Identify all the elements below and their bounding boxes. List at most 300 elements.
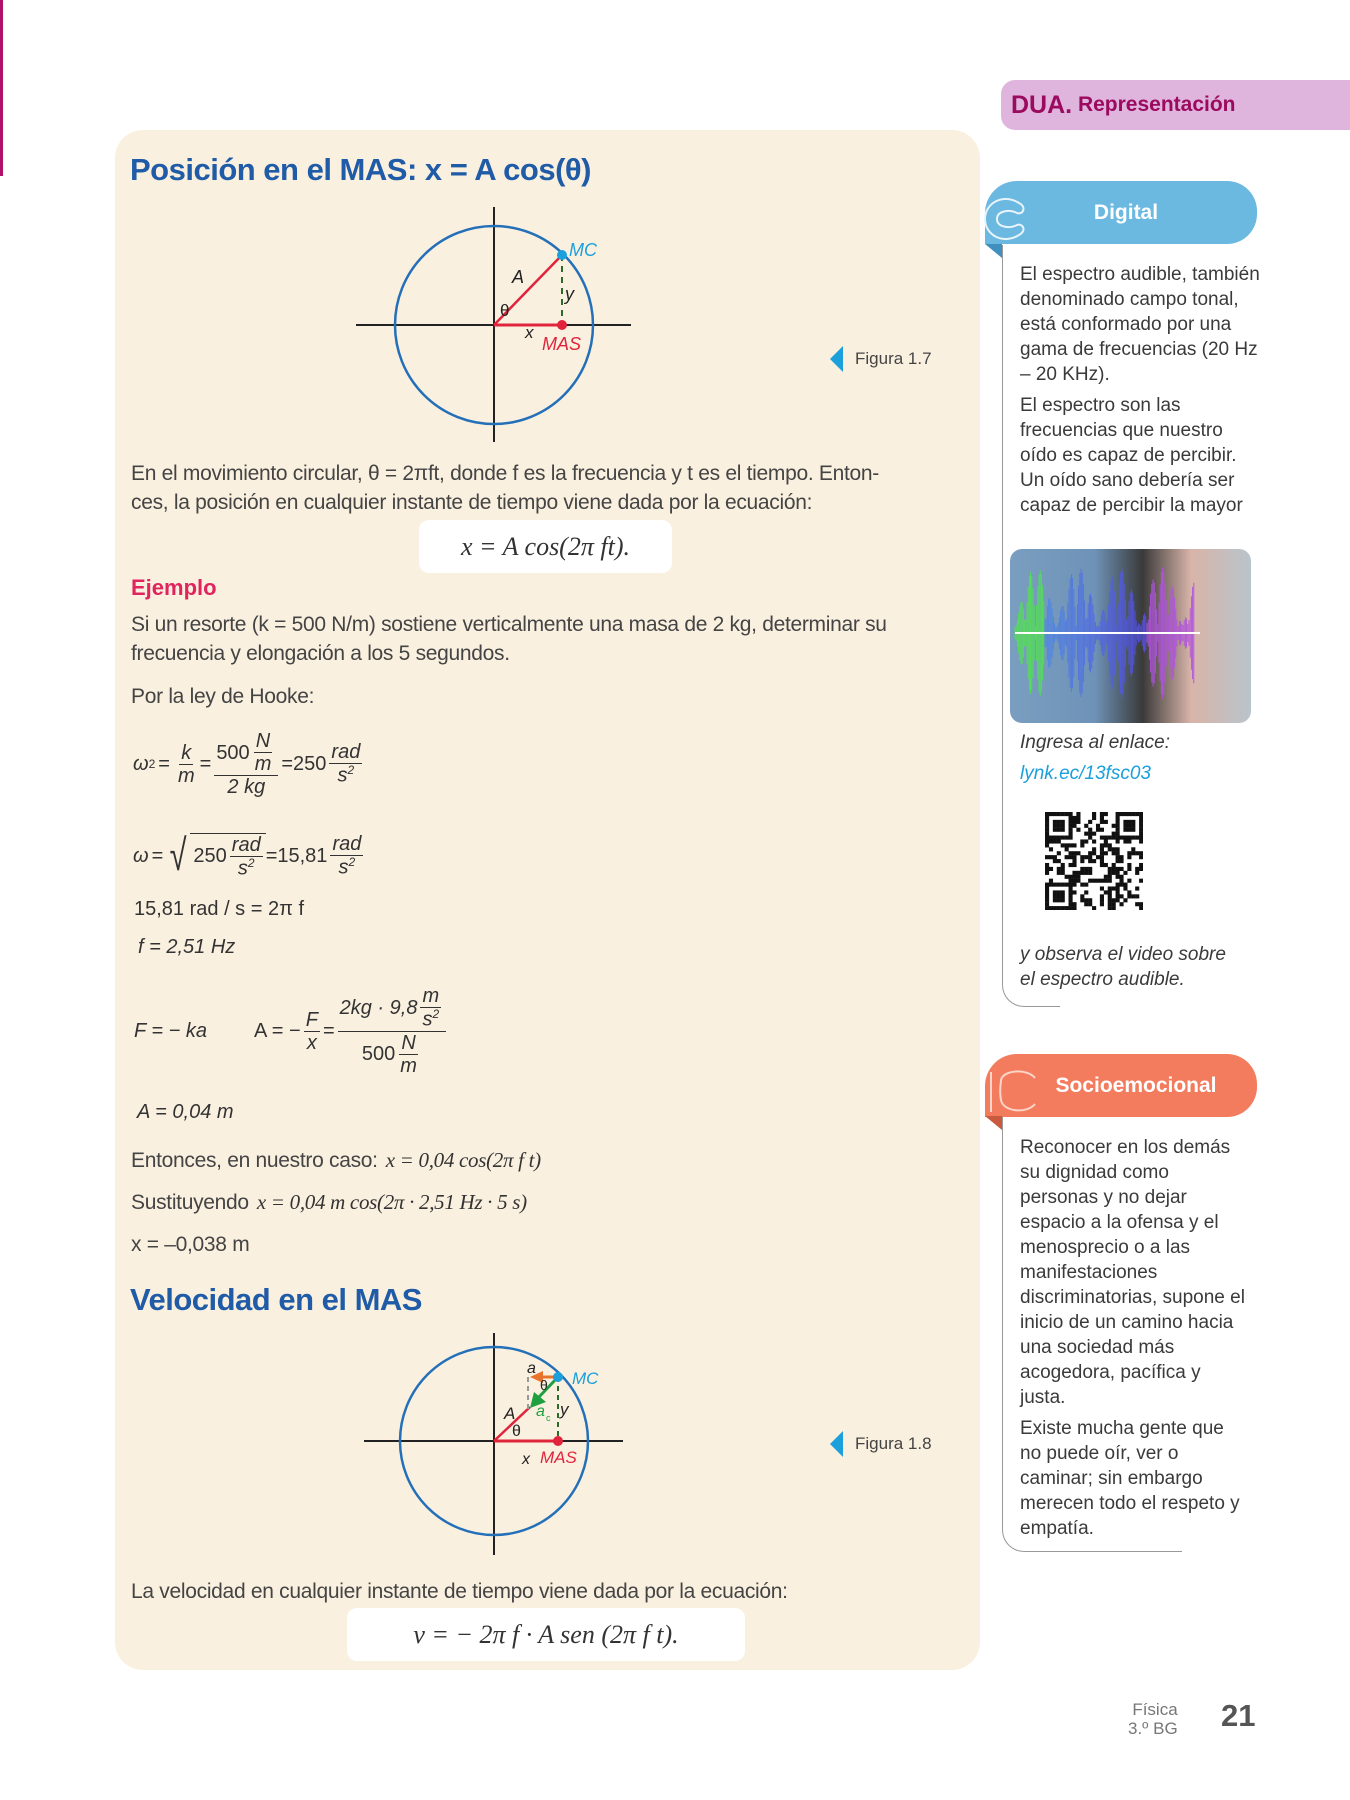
qr-module bbox=[1139, 855, 1143, 859]
qr-module bbox=[1084, 883, 1088, 887]
sqrt-icon: √ bbox=[169, 831, 187, 880]
line: frecuencia y elongación a los 5 segundos. bbox=[131, 642, 510, 665]
qr-module bbox=[1139, 867, 1143, 871]
qr-module bbox=[1065, 906, 1069, 910]
qr-module bbox=[1116, 851, 1120, 855]
math-token: N bbox=[401, 1031, 416, 1054]
qr-module bbox=[1112, 832, 1116, 836]
equation: x = 0,04 m cos(2π · 2,51 Hz · 5 s) bbox=[256, 1190, 527, 1214]
qr-module bbox=[1053, 898, 1057, 902]
qr-module bbox=[1131, 820, 1135, 824]
qr-module bbox=[1072, 851, 1076, 855]
math-token: s bbox=[237, 857, 248, 880]
qr-module bbox=[1116, 890, 1120, 894]
equation-amplitude bbox=[134, 975, 449, 1087]
qr-module bbox=[1127, 820, 1131, 824]
math-token: N bbox=[255, 730, 271, 752]
math-token: 2 bbox=[148, 757, 156, 771]
qr-module bbox=[1065, 847, 1069, 851]
qr-module bbox=[1069, 812, 1073, 816]
qr-module bbox=[1119, 855, 1123, 859]
qr-module bbox=[1112, 851, 1116, 855]
qr-module bbox=[1076, 871, 1080, 875]
qr-module bbox=[1045, 816, 1049, 820]
qr-module bbox=[1123, 839, 1127, 843]
section-title-position: Posición en el MAS: x = A cos(θ) bbox=[130, 152, 591, 187]
qr-module bbox=[1135, 812, 1139, 816]
qr-module bbox=[1092, 859, 1096, 863]
qr-module bbox=[1104, 836, 1108, 840]
qr-module bbox=[1072, 816, 1076, 820]
math-token: = bbox=[151, 844, 164, 867]
qr-module bbox=[1139, 824, 1143, 828]
qr-module bbox=[1061, 824, 1065, 828]
qr-module bbox=[1069, 890, 1073, 894]
qr-module bbox=[1088, 871, 1092, 875]
qr-module bbox=[1104, 851, 1108, 855]
socio-text bbox=[1020, 1135, 1250, 1547]
qr-module bbox=[1139, 812, 1143, 816]
qr-module bbox=[1119, 859, 1123, 863]
qr-module bbox=[1116, 886, 1120, 890]
qr-module bbox=[1045, 812, 1049, 816]
qr-module bbox=[1100, 886, 1104, 890]
x-label: x bbox=[522, 1451, 530, 1468]
qr-module bbox=[1127, 894, 1131, 898]
qr-module bbox=[1057, 824, 1061, 828]
qr-module bbox=[1076, 816, 1080, 820]
qr-module bbox=[1072, 859, 1076, 863]
math-token: s bbox=[338, 856, 349, 879]
qr-module bbox=[1100, 851, 1104, 855]
qr-module bbox=[1127, 855, 1131, 859]
qr-module bbox=[1104, 879, 1108, 883]
qr-module bbox=[1053, 824, 1057, 828]
qr-module bbox=[1104, 890, 1108, 894]
qr-module bbox=[1112, 867, 1116, 871]
qr-module bbox=[1131, 836, 1135, 840]
qr-module bbox=[1088, 828, 1092, 832]
math-token: rad bbox=[332, 833, 362, 856]
digital-logo-icon bbox=[983, 195, 1031, 247]
qr-module bbox=[1116, 839, 1120, 843]
qr-module bbox=[1053, 859, 1057, 863]
math-token: x bbox=[306, 1031, 317, 1054]
qr-module bbox=[1076, 812, 1080, 816]
qr-module bbox=[1049, 847, 1053, 851]
qr-module bbox=[1104, 863, 1108, 867]
qr-module bbox=[1053, 906, 1057, 910]
qr-module bbox=[1123, 886, 1127, 890]
qr-module bbox=[1135, 902, 1139, 906]
qr-module bbox=[1088, 879, 1092, 883]
qr-module bbox=[1116, 894, 1120, 898]
qr-module bbox=[1045, 855, 1049, 859]
qr-module bbox=[1092, 812, 1096, 816]
qr-module bbox=[1076, 879, 1080, 883]
qr-module bbox=[1057, 812, 1061, 816]
qr-module bbox=[1045, 898, 1049, 902]
theta-label: θ bbox=[512, 1423, 521, 1440]
result-line: x = –0,038 m bbox=[131, 1233, 250, 1256]
qr-module bbox=[1057, 883, 1061, 887]
qr-module bbox=[1131, 851, 1135, 855]
qr-module bbox=[1112, 863, 1116, 867]
qr-module bbox=[1116, 855, 1120, 859]
qr-module bbox=[1104, 820, 1108, 824]
qr-module bbox=[1135, 867, 1139, 871]
qr-module bbox=[1104, 839, 1108, 843]
qr-module bbox=[1088, 832, 1092, 836]
qr-module bbox=[1053, 828, 1057, 832]
qr-module bbox=[1100, 898, 1104, 902]
qr-module bbox=[1053, 836, 1057, 840]
qr-module bbox=[1053, 820, 1057, 824]
qr-module bbox=[1116, 820, 1120, 824]
qr-module bbox=[1139, 906, 1143, 910]
qr-module bbox=[1084, 871, 1088, 875]
math-token: s bbox=[422, 1008, 433, 1031]
qr-module bbox=[1072, 824, 1076, 828]
qr-module bbox=[1069, 851, 1073, 855]
qr-module bbox=[1112, 824, 1116, 828]
math-token: = bbox=[322, 1019, 335, 1042]
qr-module bbox=[1049, 867, 1053, 871]
qr-module bbox=[1061, 898, 1065, 902]
qr-module bbox=[1092, 879, 1096, 883]
qr-module bbox=[1069, 832, 1073, 836]
qr-module bbox=[1069, 863, 1073, 867]
y-label: y bbox=[560, 1400, 569, 1419]
qr-module bbox=[1139, 902, 1143, 906]
mc-label: MC bbox=[572, 1369, 599, 1388]
footer-subject bbox=[1128, 1700, 1178, 1738]
qr-module bbox=[1080, 859, 1084, 863]
qr-module bbox=[1080, 894, 1084, 898]
ear-sound-image bbox=[1010, 549, 1251, 723]
qr-module bbox=[1080, 871, 1084, 875]
qr-module bbox=[1072, 863, 1076, 867]
line: ces, la posición en cualquier instante de tiempo viene dada por la ecuación: bbox=[131, 491, 813, 514]
qr-module bbox=[1123, 812, 1127, 816]
qr-module bbox=[1112, 898, 1116, 902]
qr-module bbox=[1100, 902, 1104, 906]
qr-module bbox=[1123, 836, 1127, 840]
qr-module bbox=[1084, 890, 1088, 894]
socioemocional-header bbox=[985, 1054, 1257, 1117]
qr-module bbox=[1116, 816, 1120, 820]
qr-module bbox=[1049, 906, 1053, 910]
qr-module bbox=[1123, 824, 1127, 828]
qr-module bbox=[1045, 883, 1049, 887]
qr-module bbox=[1057, 871, 1061, 875]
qr-module bbox=[1135, 871, 1139, 875]
qr-module bbox=[1084, 867, 1088, 871]
qr-module bbox=[1123, 828, 1127, 832]
qr-module bbox=[1127, 863, 1131, 867]
digital-text bbox=[1020, 262, 1265, 524]
link-intro: Ingresa al enlace: bbox=[1020, 732, 1170, 753]
qr-module bbox=[1049, 836, 1053, 840]
qr-module bbox=[1061, 906, 1065, 910]
qr-module bbox=[1084, 898, 1088, 902]
qr-module bbox=[1131, 847, 1135, 851]
header-fold bbox=[985, 244, 1002, 258]
qr-module bbox=[1112, 871, 1116, 875]
qr-module bbox=[1072, 906, 1076, 910]
qr-module bbox=[1076, 828, 1080, 832]
resource-link[interactable]: lynk.ec/13fsc03 bbox=[1020, 763, 1151, 784]
page-number: 21 bbox=[1221, 1698, 1256, 1733]
qr-module bbox=[1139, 828, 1143, 832]
qr-module bbox=[1076, 820, 1080, 824]
qr-module bbox=[1069, 883, 1073, 887]
qr-module bbox=[1127, 851, 1131, 855]
qr-module bbox=[1076, 875, 1080, 879]
qr-module bbox=[1057, 890, 1061, 894]
equation-omega-squared bbox=[133, 720, 365, 808]
qr-module bbox=[1057, 839, 1061, 843]
qr-module bbox=[1116, 847, 1120, 851]
qr-module bbox=[1045, 894, 1049, 898]
dua-subtitle: Representación bbox=[1072, 93, 1236, 116]
qr-module bbox=[1045, 824, 1049, 828]
qr-module bbox=[1135, 886, 1139, 890]
qr-module bbox=[1045, 890, 1049, 894]
qr-module bbox=[1116, 836, 1120, 840]
qr-module bbox=[1100, 828, 1104, 832]
qr-module bbox=[1057, 828, 1061, 832]
math-token: m bbox=[400, 1054, 417, 1077]
qr-module bbox=[1100, 863, 1104, 867]
qr-module bbox=[1116, 898, 1120, 902]
mas-point bbox=[553, 1436, 563, 1446]
qr-module bbox=[1053, 812, 1057, 816]
paragraph: El espectro audible, también denominado campo tonal, está conformado por una gama de frecuencias (20 Hz – 20 KHz). bbox=[1020, 264, 1260, 385]
qr-module bbox=[1061, 871, 1065, 875]
formula-position: x = A cos(2π ft). bbox=[419, 520, 672, 573]
paragraph-velocity: La velocidad en cualquier instante de tiempo viene dada por la ecuación: bbox=[131, 1580, 788, 1603]
mas-label: MAS bbox=[540, 1448, 577, 1467]
qr-module bbox=[1072, 879, 1076, 883]
example-text bbox=[131, 610, 976, 668]
qr-module bbox=[1119, 875, 1123, 879]
qr-module bbox=[1045, 871, 1049, 875]
qr-module bbox=[1061, 867, 1065, 871]
qr-module bbox=[1057, 836, 1061, 840]
qr-module bbox=[1116, 867, 1120, 871]
qr-module bbox=[1127, 828, 1131, 832]
qr-module bbox=[1061, 843, 1065, 847]
a-label: A bbox=[512, 267, 525, 287]
qr-module bbox=[1112, 847, 1116, 851]
qr-module bbox=[1049, 855, 1053, 859]
qr-module bbox=[1072, 902, 1076, 906]
math-token: rad bbox=[331, 741, 361, 764]
qr-module bbox=[1069, 898, 1073, 902]
qr-module bbox=[1045, 828, 1049, 832]
qr-module bbox=[1088, 867, 1092, 871]
qr-module bbox=[1069, 824, 1073, 828]
qr-module bbox=[1119, 894, 1123, 898]
dua-header bbox=[1001, 80, 1350, 130]
qr-module bbox=[1045, 867, 1049, 871]
qr-module bbox=[1072, 820, 1076, 824]
figure-caption-1-8 bbox=[830, 1431, 932, 1457]
qr-module bbox=[1108, 886, 1112, 890]
qr-module bbox=[1061, 836, 1065, 840]
qr-module bbox=[1088, 859, 1092, 863]
math-token: 250 bbox=[193, 845, 227, 867]
qr-code[interactable] bbox=[1045, 812, 1143, 910]
qr-module bbox=[1092, 851, 1096, 855]
qr-module bbox=[1045, 836, 1049, 840]
qr-module bbox=[1096, 824, 1100, 828]
qr-module bbox=[1069, 886, 1073, 890]
qr-module bbox=[1080, 898, 1084, 902]
qr-module bbox=[1127, 824, 1131, 828]
soundwave-graphic bbox=[1010, 549, 1251, 723]
line: En el movimiento circular, θ = 2πft, donde f es la frecuencia y t es el tiempo. Enton- bbox=[131, 462, 879, 485]
qr-module bbox=[1080, 839, 1084, 843]
qr-module bbox=[1116, 812, 1120, 816]
qr-module bbox=[1112, 906, 1116, 910]
equation-frequency-relation: 15,81 rad / s = 2π f bbox=[134, 898, 305, 920]
qr-module bbox=[1116, 828, 1120, 832]
qr-module bbox=[1088, 836, 1092, 840]
caption-text: Figura 1.7 bbox=[855, 349, 932, 368]
qr-module bbox=[1127, 890, 1131, 894]
qr-module bbox=[1135, 836, 1139, 840]
qr-module bbox=[1123, 820, 1127, 824]
mc-point bbox=[557, 250, 567, 260]
subscript: c bbox=[546, 1413, 551, 1423]
qr-module bbox=[1108, 898, 1112, 902]
qr-module bbox=[1119, 883, 1123, 887]
label: Sustituyendo bbox=[131, 1191, 249, 1214]
y-label: y bbox=[565, 284, 574, 304]
qr-module bbox=[1045, 863, 1049, 867]
qr-module bbox=[1139, 836, 1143, 840]
qr-module bbox=[1045, 820, 1049, 824]
qr-module bbox=[1116, 883, 1120, 887]
qr-module bbox=[1084, 855, 1088, 859]
qr-module bbox=[1080, 867, 1084, 871]
qr-module bbox=[1139, 820, 1143, 824]
math-token: m bbox=[422, 985, 440, 1008]
qr-module bbox=[1084, 839, 1088, 843]
qr-module bbox=[1080, 883, 1084, 887]
qr-module bbox=[1069, 855, 1073, 859]
qr-module bbox=[1069, 875, 1073, 879]
math-token: F = − ka bbox=[134, 1019, 208, 1042]
qr-module bbox=[1108, 906, 1112, 910]
qr-module bbox=[1139, 839, 1143, 843]
page-edge-marker bbox=[0, 0, 3, 176]
qr-module bbox=[1135, 851, 1139, 855]
qr-module bbox=[1069, 836, 1073, 840]
qr-module bbox=[1065, 883, 1069, 887]
qr-module bbox=[1100, 820, 1104, 824]
qr-module bbox=[1112, 836, 1116, 840]
qr-module bbox=[1084, 824, 1088, 828]
math-token: = bbox=[158, 752, 170, 775]
caption-text: Figura 1.8 bbox=[855, 1434, 932, 1453]
qr-module bbox=[1084, 902, 1088, 906]
qr-module bbox=[1108, 879, 1112, 883]
label: Entonces, en nuestro caso: bbox=[131, 1149, 378, 1172]
dua-label: DUA. bbox=[1011, 90, 1073, 119]
qr-module bbox=[1104, 812, 1108, 816]
qr-module bbox=[1092, 906, 1096, 910]
qr-module bbox=[1108, 894, 1112, 898]
qr-module bbox=[1072, 883, 1076, 887]
qr-module bbox=[1088, 902, 1092, 906]
entonces-line bbox=[131, 1146, 541, 1175]
socio-title: Socioemocional bbox=[1055, 1073, 1217, 1097]
equation-omega bbox=[133, 826, 366, 886]
qr-module bbox=[1057, 851, 1061, 855]
qr-module bbox=[1069, 843, 1073, 847]
qr-module bbox=[1061, 894, 1065, 898]
qr-module bbox=[1049, 812, 1053, 816]
paragraph: Existe mucha gente que no puede oír, ver o caminar; sin embargo merecen todo el respeto y empatía. bbox=[1020, 1418, 1240, 1539]
qr-module bbox=[1069, 894, 1073, 898]
math-token: s bbox=[337, 764, 348, 787]
qr-module bbox=[1080, 843, 1084, 847]
qr-module bbox=[1069, 879, 1073, 883]
qr-module bbox=[1119, 902, 1123, 906]
qr-module bbox=[1119, 812, 1123, 816]
qr-module bbox=[1100, 812, 1104, 816]
figure-1-7 bbox=[340, 200, 640, 450]
qr-module bbox=[1108, 871, 1112, 875]
x-label: x bbox=[525, 323, 534, 342]
theta-label: θ bbox=[500, 301, 510, 320]
mc-point bbox=[553, 1372, 563, 1382]
qr-module bbox=[1088, 820, 1092, 824]
qr-module bbox=[1139, 851, 1143, 855]
qr-module bbox=[1100, 859, 1104, 863]
qr-module bbox=[1069, 816, 1073, 820]
qr-module bbox=[1108, 867, 1112, 871]
equation: x = 0,04 cos(2π f t) bbox=[385, 1148, 541, 1172]
qr-module bbox=[1045, 886, 1049, 890]
qr-module bbox=[1069, 906, 1073, 910]
qr-module bbox=[1127, 839, 1131, 843]
qr-module bbox=[1057, 894, 1061, 898]
qr-module bbox=[1131, 824, 1135, 828]
math-token: =250 bbox=[281, 752, 327, 775]
qr-module bbox=[1065, 843, 1069, 847]
qr-module bbox=[1072, 890, 1076, 894]
qr-module bbox=[1049, 883, 1053, 887]
qr-module bbox=[1139, 816, 1143, 820]
qr-module bbox=[1108, 843, 1112, 847]
qr-module bbox=[1057, 906, 1061, 910]
qr-module bbox=[1076, 851, 1080, 855]
math-token: rad bbox=[231, 833, 261, 856]
qr-module bbox=[1092, 816, 1096, 820]
qr-module bbox=[1116, 859, 1120, 863]
math-token: 2 kg bbox=[227, 776, 266, 798]
qr-module bbox=[1131, 812, 1135, 816]
math-token: 2kg · 9,8 bbox=[339, 997, 418, 1019]
qr-module bbox=[1123, 898, 1127, 902]
centripetal-acceleration-label: a bbox=[536, 1403, 545, 1420]
equation-amplitude-result: A = 0,04 m bbox=[137, 1101, 234, 1123]
qr-module bbox=[1112, 902, 1116, 906]
